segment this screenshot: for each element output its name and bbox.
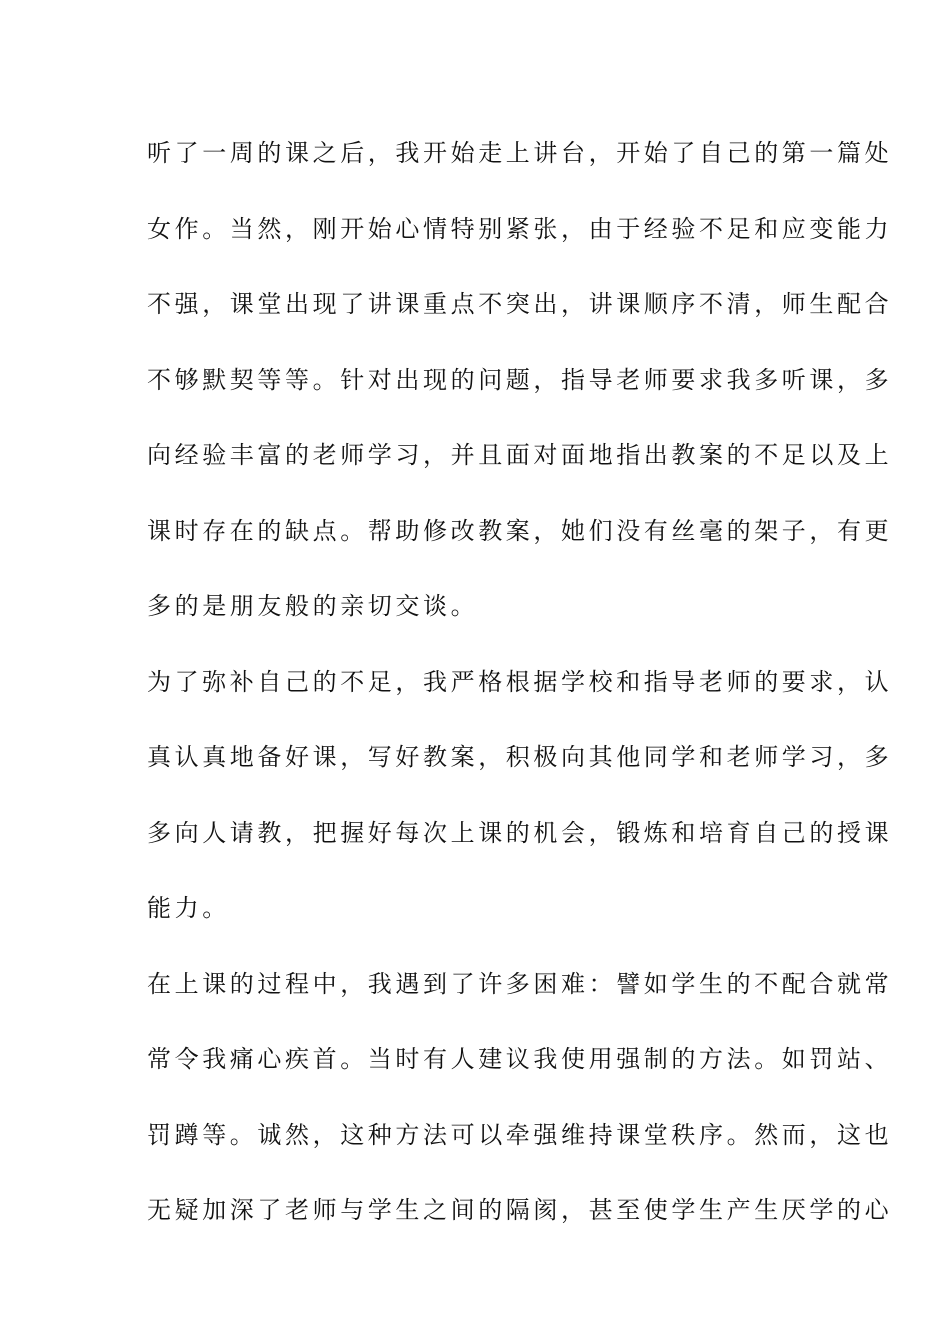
text-line: 真认真地备好课，写好教案，积极向其他同学和老师学习，多 — [147, 743, 893, 771]
body-text — [147, 124, 893, 1257]
text-line: 不强，课堂出现了讲课重点不突出，讲课顺序不清，师生配合 — [147, 290, 893, 318]
text-line: 不够默契等等。针对出现的问题，指导老师要求我多听课，多 — [147, 365, 893, 394]
text-line: 女作。当然，刚开始心情特别紧张，由于经验不足和应变能力 — [147, 214, 893, 243]
text-line: 常令我痛心疾首。当时有人建议我使用强制的方法。如罚站、 — [147, 1045, 893, 1073]
text-line: 罚蹲等。诚然，这种方法可以牵强维持课堂秩序。然而，这也 — [147, 1120, 893, 1149]
text-line: 多的是朋友般的亲切交谈。 — [147, 592, 479, 620]
text-line: 多向人请教，把握好每次上课的机会，锻炼和培育自己的授课 — [147, 818, 893, 847]
text-line: 为了弥补自己的不足，我严格根据学校和指导老师的要求，认 — [147, 667, 893, 696]
text-line: 课时存在的缺点。帮助修改教案，她们没有丝毫的架子，有更 — [147, 516, 893, 545]
text-line: 在上课的过程中，我遇到了许多困难：譬如学生的不配合就常 — [147, 969, 893, 998]
text-line: 能力。 — [147, 894, 230, 922]
text-line: 听了一周的课之后，我开始走上讲台，开始了自己的第一篇处 — [147, 139, 893, 167]
text-line: 无疑加深了老师与学生之间的隔阂，甚至使学生产生厌学的心 — [147, 1196, 893, 1224]
text-line: 向经验丰富的老师学习，并且面对面地指出教案的不足以及上 — [147, 441, 893, 469]
